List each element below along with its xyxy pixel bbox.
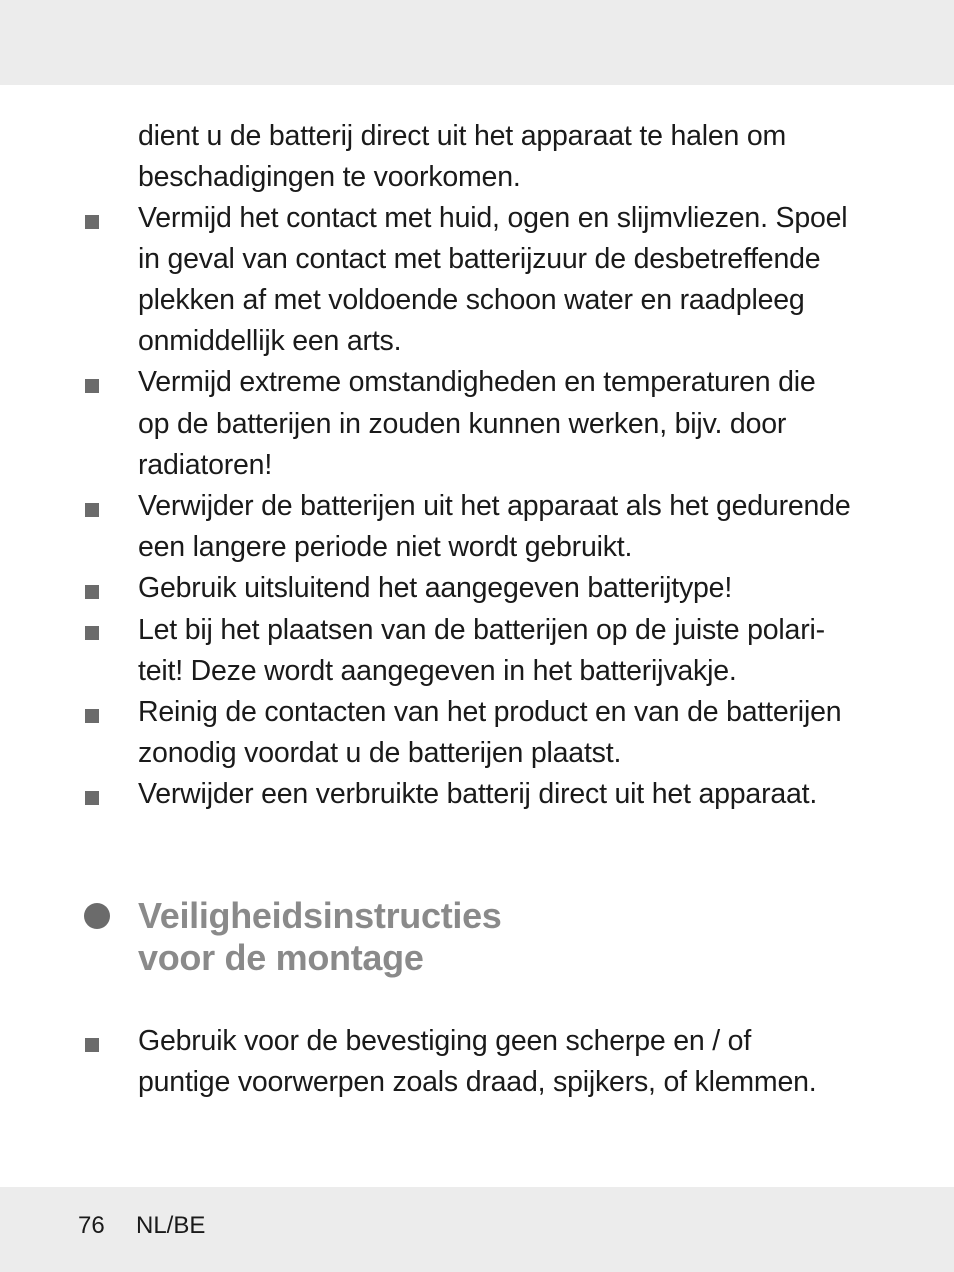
section-heading: voor de montage xyxy=(138,937,424,978)
locale-label: NL/BE xyxy=(136,1212,206,1239)
text-line: radiatoren! xyxy=(138,449,273,481)
square-bullet-icon xyxy=(85,379,99,393)
text-line: Reinig de contacten van het product en van de batterijen xyxy=(138,696,842,728)
section-heading: Veiligheidsinstructies xyxy=(138,895,502,936)
text-line: op de batterijen in zouden kunnen werken, bijv. door xyxy=(138,408,787,440)
text-line: beschadigingen te voorkomen. xyxy=(138,161,521,193)
page-number: 76 xyxy=(78,1212,105,1239)
text-line: Vermijd het contact met huid, ogen en slijmvliezen. Spoel xyxy=(138,202,848,234)
text-line: Gebruik uitsluitend het aangegeven batterijtype! xyxy=(138,572,733,604)
text-line: in geval van contact met batterijzuur de desbetreffende xyxy=(138,243,821,275)
square-bullet-icon xyxy=(85,709,99,723)
square-bullet-icon xyxy=(85,215,99,229)
square-bullet-icon xyxy=(85,626,99,640)
text-line: Verwijder de batterijen uit het apparaat als het gedurende xyxy=(138,490,851,522)
square-bullet-icon xyxy=(85,585,99,599)
text-line: zonodig voordat u de batterijen plaatst. xyxy=(138,737,622,769)
text-line: Verwijder een verbruikte batterij direct uit het apparaat. xyxy=(138,778,818,810)
text-line: onmiddellijk een arts. xyxy=(138,325,402,357)
text-line: Vermijd extreme omstandigheden en temperaturen die xyxy=(138,366,816,398)
text-line: teit! Deze wordt aangegeven in het batterijvakje. xyxy=(138,655,737,687)
square-bullet-icon xyxy=(85,503,99,517)
section-dot-icon xyxy=(84,903,110,929)
square-bullet-icon xyxy=(85,791,99,805)
header-band xyxy=(0,0,954,85)
square-bullet-icon xyxy=(85,1038,99,1052)
text-line: Let bij het plaatsen van de batterijen op de juiste polari- xyxy=(138,614,825,646)
text-line: dient u de batterij direct uit het apparaat te halen om xyxy=(138,120,787,152)
text-line: plekken af met voldoende schoon water en raadpleeg xyxy=(138,284,805,316)
text-line: puntige voorwerpen zoals draad, spijkers, of klemmen. xyxy=(138,1066,817,1098)
text-line: een langere periode niet wordt gebruikt. xyxy=(138,531,633,563)
text-line: Gebruik voor de bevestiging geen scherpe en / of xyxy=(138,1025,752,1057)
